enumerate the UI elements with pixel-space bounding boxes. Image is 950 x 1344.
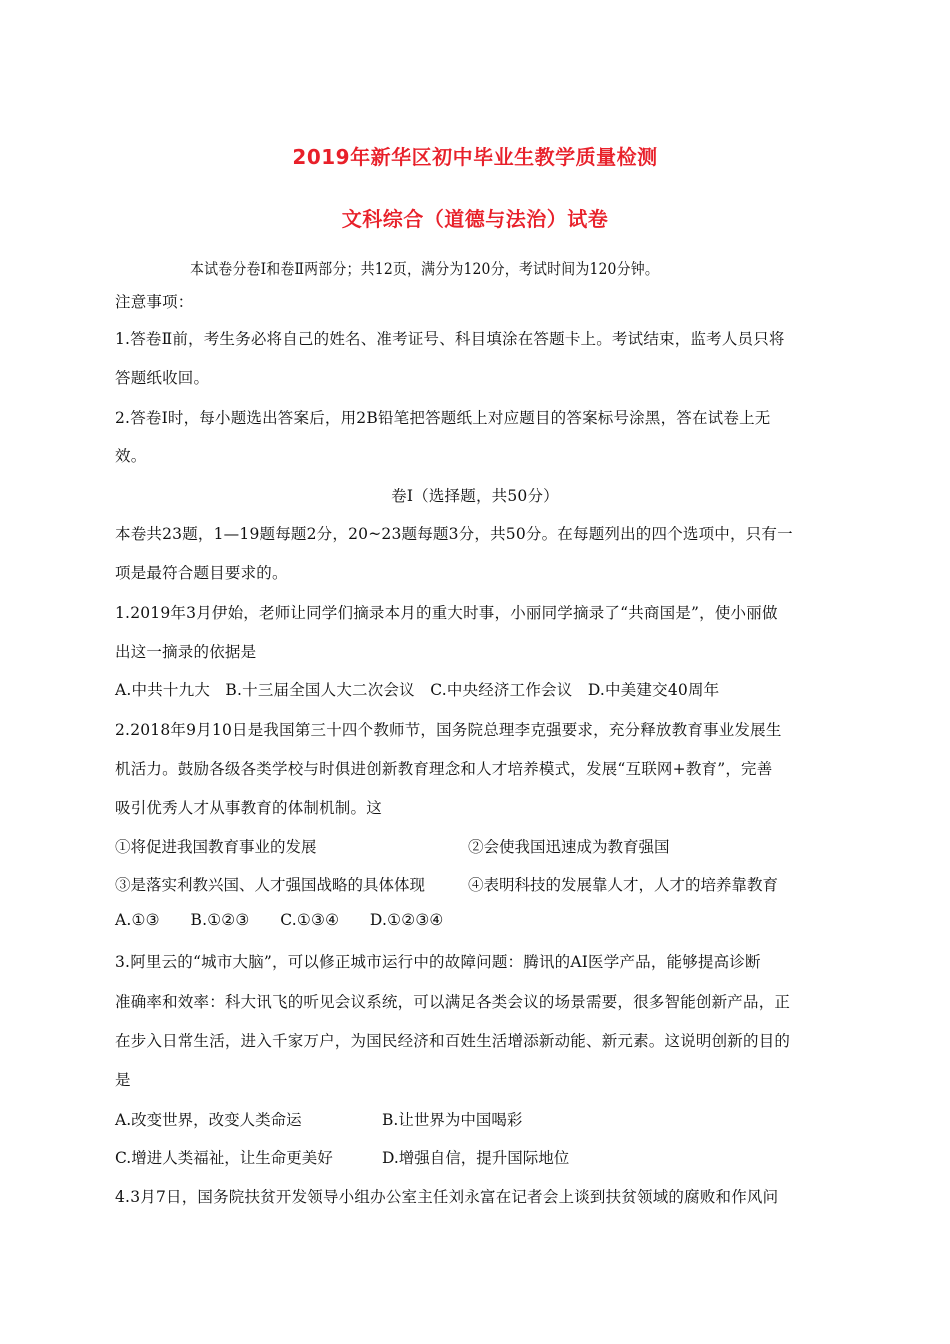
exam-subtitle: 文科综合（道德与法治）试卷 — [341, 207, 609, 231]
notice-1-line-2: 答题纸收回。 — [115, 369, 210, 387]
q3-line-4: 是 — [115, 1071, 131, 1089]
q2-line-2: 机活力。鼓励各级各类学校与时俱进创新教育理念和人才培养模式，发展“互联网+教育”，完善 — [115, 760, 773, 778]
q2-item-1: ①将促进我国教育事业的发展 — [115, 838, 317, 856]
q3-option-a: A.改变世界，改变人类命运 — [115, 1111, 302, 1129]
q3-option-b: B.让世界为中国喝彩 — [382, 1111, 523, 1129]
q3-line-2: 准确率和效率：科大讯飞的听见会议系统，可以满足各类会议的场景需要，很多智能创新产品，正 — [115, 993, 791, 1011]
q2-item-3: ③是落实利教兴国、人才强国战略的具体体现 — [115, 876, 426, 894]
q2-item-2: ②会使我国迅速成为教育强国 — [468, 838, 670, 856]
q3-line-1: 3.阿里云的“城市大脑”，可以修正城市运行中的故障问题：腾讯的AI医学产品，能够提高诊断 — [115, 953, 761, 971]
section-desc-line-1: 本卷共23题，1—19题每题2分，20~23题每题3分，共50分。在每题列出的四个选项中，只有一 — [115, 525, 793, 543]
q2-item-4: ④表明科技的发展靠人才，人才的培养靠教育 — [468, 876, 779, 894]
q1-line-2: 出这一摘录的依据是 — [115, 643, 257, 661]
section-heading: 卷Ⅰ（选择题，共50分） — [391, 487, 559, 505]
q3-line-3: 在步入日常生活，进入千家万户，为国民经济和百姓生活增添新动能、新元素。这说明创新的目的 — [115, 1032, 791, 1050]
notice-heading: 注意事项： — [115, 293, 194, 311]
q4-line-1: 4.3月7日，国务院扶贫开发领导小组办公室主任刘永富在记者会上谈到扶贫领域的腐败和作风问 — [115, 1188, 779, 1206]
q2-line-3: 吸引优秀人才从事教育的体制机制。这 — [115, 799, 382, 817]
q3-option-d: D.增强自信，提升国际地位 — [382, 1149, 570, 1167]
section-desc-line-2: 项是最符合题目要求的。 — [115, 564, 288, 582]
exam-title: 2019年新华区初中毕业生教学质量检测 — [292, 145, 658, 169]
q1-options: A.中共十九大 B.十三届全国人大二次会议 C.中央经济工作会议 D.中美建交40周年 — [115, 681, 720, 699]
notice-2-line-2: 效。 — [115, 447, 147, 465]
notice-1-line-1: 1.答卷Ⅱ前，考生务必将自己的姓名、准考证号、科目填涂在答题卡上。考试结束，监考人员只将 — [115, 330, 785, 348]
q2-options: A.①③ B.①②③ C.①③④ D.①②③④ — [115, 911, 444, 929]
exam-summary: 本试卷分卷Ⅰ和卷Ⅱ两部分；共12页，满分为120分，考试时间为120分钟。 — [190, 260, 659, 278]
q1-line-1: 1.2019年3月伊始，老师让同学们摘录本月的重大时事，小丽同学摘录了“共商国是”，使小丽做 — [115, 604, 778, 622]
notice-2-line-1: 2.答卷Ⅰ时，每小题选出答案后，用2B铅笔把答题纸上对应题目的答案标号涂黑，答在试卷上无 — [115, 409, 771, 427]
q3-option-c: C.增进人类福祉，让生命更美好 — [115, 1149, 333, 1167]
q2-line-1: 2.2018年9月10日是我国第三十四个教师节，国务院总理李克强要求，充分释放教育事业发展生 — [115, 721, 782, 739]
